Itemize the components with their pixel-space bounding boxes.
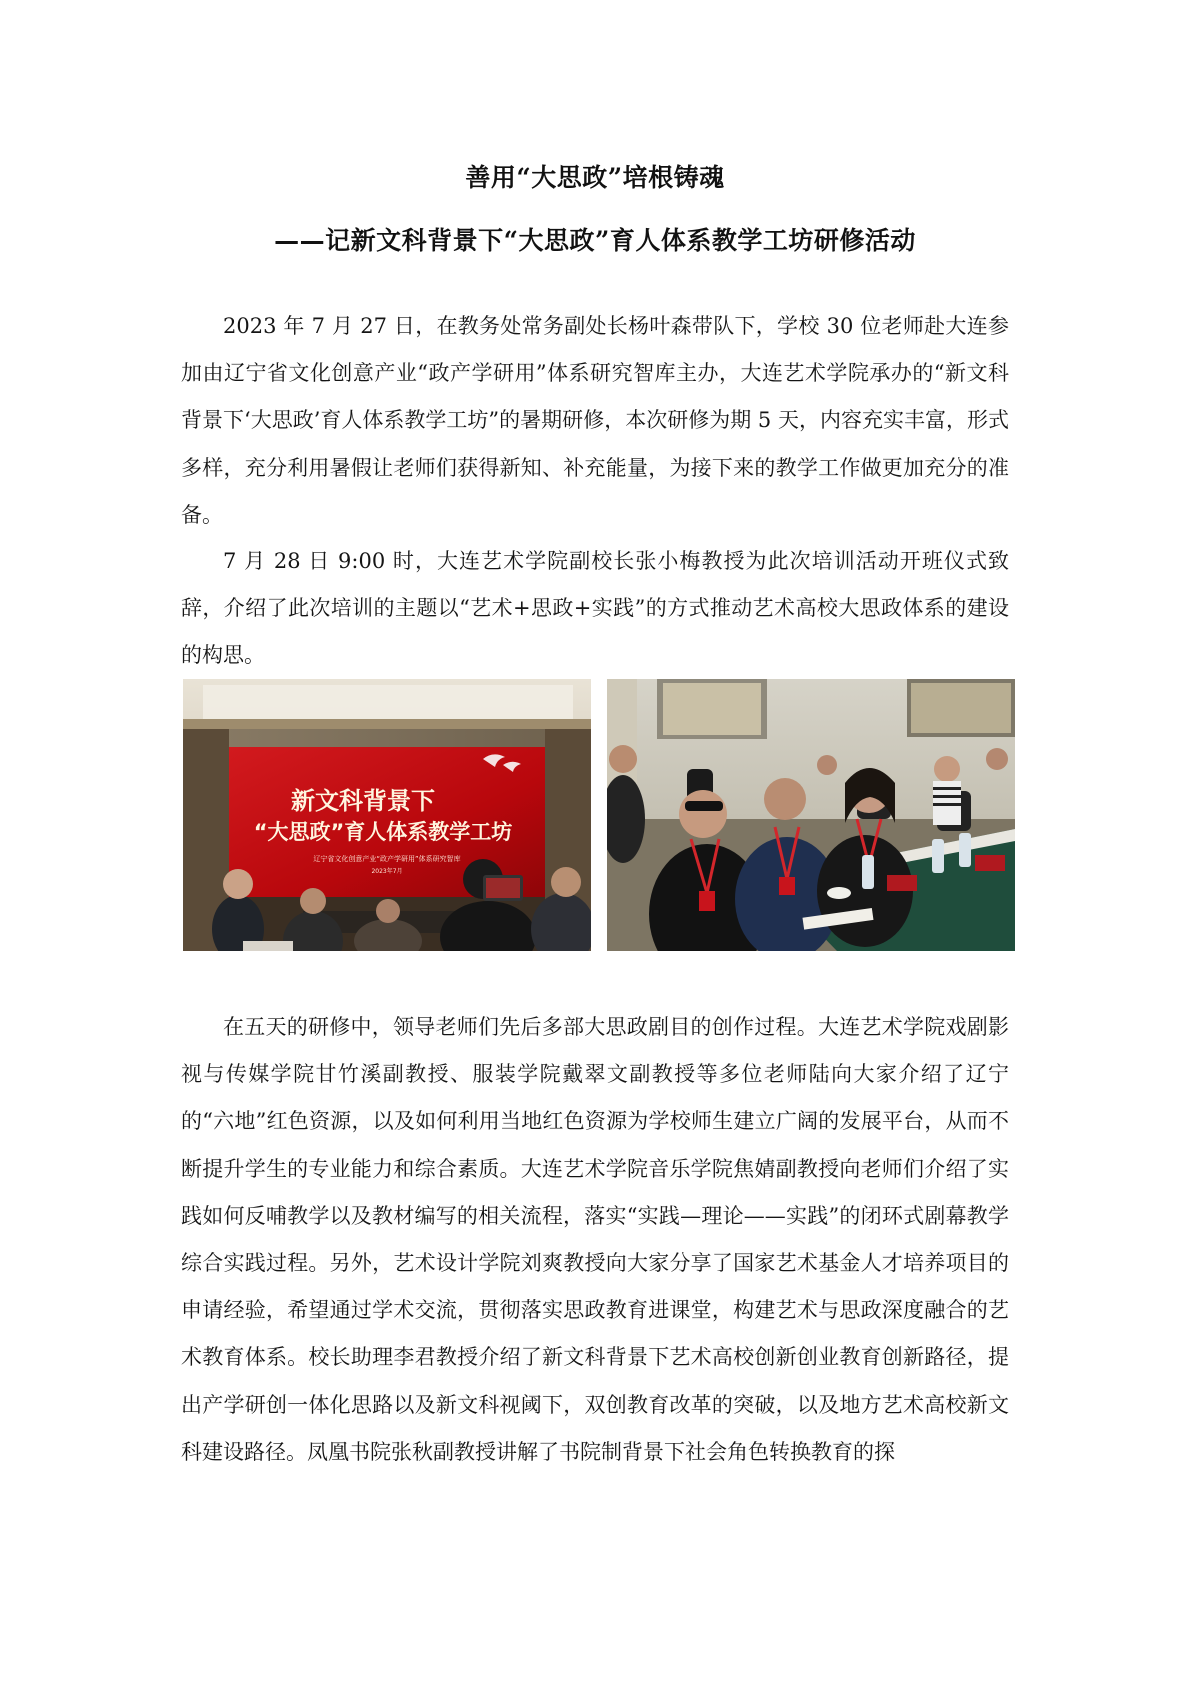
screen-line-2: “大思政”育人体系教学工坊	[253, 820, 513, 844]
screen-line-3: 辽宁省文化创意产业“政产学研用”体系研究智库	[313, 855, 461, 863]
document-title: 善用“大思政”培根铸魂	[465, 163, 725, 192]
photo-audience	[607, 679, 1015, 951]
screen-line-1: 新文科背景下	[291, 787, 435, 815]
document-subtitle: ——记新文科背景下“大思政”育人体系教学工坊研修活动	[274, 226, 916, 255]
photo-stage-screen	[183, 679, 591, 951]
paragraph-workshop: 在五天的研修中，领导老师们先后多部大思政剧目的创作过程。大连艺术学院戏剧影视与传媒学院甘竹溪副教授、服装学院戴翠文副教授等多位老师陆向大家介绍了辽宁的“六地”红色资源，以及如何利用当地红色资源为学校师生建立广阔的发展平台，从而不断提升学生的专业能力和综合素质。大连艺术学院音乐学院焦婧副教授向老师们介绍了实践如何反哺教学以及教材编写的相关流程，落实“实践—理论——实践”的闭环式剧幕教学综合实践过程。另外，艺术设计学院刘爽教授向大家分享了国家艺术基金人才培养项目的申请经验，希望通过学术交流，贯彻落实思政教育进课堂，构建艺术与思政深度融合的艺术教育体系。校长助理李君教授介绍了新文科背景下艺术高校创新创业教育创新路径，提出产学研创一体化思路以及新文科视阈下，双创教育改革的突破，以及地方艺术高校新文科建设路径。凤凰书院张秋副教授讲解了书院制背景下社会角色转换教育的探	[181, 1015, 1009, 1464]
photo-audience-image	[607, 679, 1015, 951]
photo-stage-screen-image	[183, 679, 591, 951]
screen-line-4: 2023年7月	[371, 868, 403, 875]
paragraph-intro: 2023 年 7 月 27 日，在教务处常务副处长杨叶森带队下，学校 30 位老师赴大连参加由辽宁省文化创意产业“政产学研用”体系研究智库主办，大连艺术学院承办的“新文科背景下‘大思政’育人体系教学工坊”的暑期研修，本次研修为期 5 天，内容充实丰富，形式多样，充分利用暑假让老师们获得新知、补充能量，为接下来的教学工作做更加充分的准备。	[181, 314, 1009, 527]
paragraph-opening: 7 月 28 日 9:00 时，大连艺术学院副校长张小梅教授为此次培训活动开班仪式致辞，介绍了此次培训的主题以“艺术+思政+实践”的方式推动艺术高校大思政体系的建设的构思。	[181, 549, 1009, 668]
